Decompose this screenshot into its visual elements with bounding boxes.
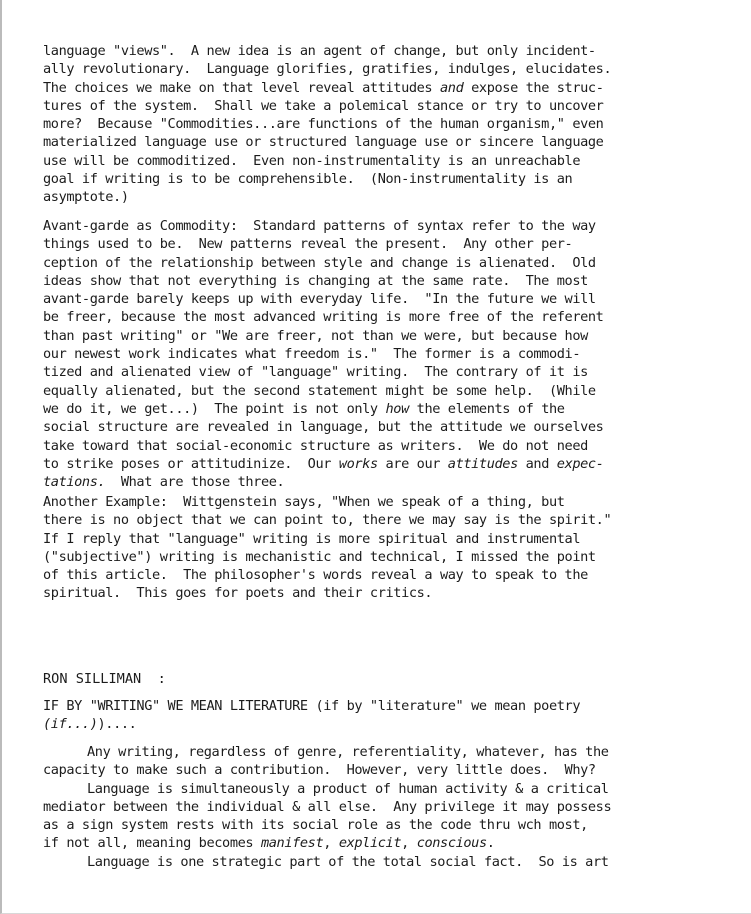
text-line [43, 548, 743, 566]
text-line [43, 834, 743, 852]
text-run: of this article. The philosopher's words reveal a way to speak to the [43, 567, 588, 584]
text-run: spiritual. This goes for poets and their critics. [43, 585, 433, 602]
text-run: Language is simultaneously a product of human activity & a critical [87, 780, 609, 797]
text-run: ("subjective") writing is mechanistic and technical, I missed the point [43, 548, 596, 565]
essay-title [43, 697, 743, 734]
text-line [43, 418, 743, 436]
text-run: IF BY "WRITING" WE MEAN LITERATURE (if by "literature" we mean poetry [43, 698, 581, 714]
text-line [43, 308, 743, 326]
text-line [43, 511, 743, 529]
text-run: If I reply that "language" writing is more spiritual and instrumental [43, 530, 581, 547]
text-run: be freer, because the most advanced writing is more free of the referent [43, 309, 604, 326]
text-line [43, 853, 743, 871]
text-run: What are those three. [105, 474, 285, 491]
text-line [43, 217, 743, 235]
text-run: avant-garde barely keeps up with everyday life. "In the future we will [43, 291, 596, 308]
text-line [43, 345, 743, 363]
paragraph-avant-garde-as-commodity [43, 217, 743, 491]
text-run: there is no object that we can point to, there we may say is the spirit." [43, 512, 612, 529]
italic-text: attitudes [447, 455, 518, 472]
text-line [43, 60, 743, 78]
text-run: materialized language use or structured language use or sincere language [43, 134, 604, 151]
italic-text: conscious [416, 835, 487, 852]
text-line [43, 816, 743, 834]
text-run: Another Example: Wittgenstein says, "When we speak of a thing, but [43, 494, 565, 510]
text-line [43, 272, 743, 290]
italic-text: manifest [260, 835, 324, 852]
text-line [43, 290, 743, 308]
italic-text: explicit [338, 835, 402, 852]
italic-text: and [440, 79, 464, 96]
text-run: . [486, 835, 495, 852]
text-line [43, 761, 743, 779]
text-line [43, 235, 743, 253]
text-line [43, 455, 743, 473]
text-run: Language is one strategic part of the total social fact. So is art [87, 853, 609, 870]
text-run: and [517, 455, 557, 472]
text-run: equally alienated, but the second statement might be some help. (While [43, 382, 596, 399]
text-run: expose the struc- [463, 79, 604, 96]
text-line [43, 152, 743, 170]
text-line [43, 254, 743, 272]
text-run: our newest work indicates what freedom is." The former is a commodi- [43, 346, 581, 363]
text-run: asymptote.) [43, 189, 129, 206]
text-line [43, 42, 743, 60]
text-run: tures of the system. Shall we take a polemical stance or try to uncover [43, 97, 604, 114]
text-run: ception of the relationship between style and change is alienated. Old [43, 254, 596, 271]
text-run: , [401, 835, 417, 852]
paragraph-language-views [43, 42, 743, 207]
text-line [43, 743, 743, 761]
text-run: ).... [97, 716, 137, 733]
text-line [43, 79, 743, 97]
italic-text: how [385, 400, 409, 417]
text-line [43, 188, 743, 206]
text-line [43, 697, 743, 715]
text-run: The choices we make on that level reveal attitudes [43, 79, 440, 96]
text-line [43, 170, 743, 188]
text-run: mediator between the individual & all else. Any privilege it may possess [43, 798, 612, 815]
text-line [43, 115, 743, 133]
text-line [43, 493, 743, 511]
text-run: we do it, we get...) The point is not only [43, 400, 386, 417]
text-run: if not all, meaning becomes [43, 835, 261, 852]
text-run: things used to be. New patterns reveal the present. Any other per- [43, 236, 573, 253]
text-line [43, 327, 743, 345]
text-run: language "views". A new idea is an agent of change, but only incident- [43, 43, 596, 59]
italic-text: tations. [43, 474, 106, 491]
italic-text: (if...) [43, 716, 98, 733]
text-run: tized and alienated view of "language" writing. The contrary of it is [43, 364, 588, 381]
text-line [43, 530, 743, 548]
text-run: take toward that social-economic structure as writers. We do not need [43, 437, 588, 454]
italic-text: expec- [556, 455, 604, 472]
text-run: goal if writing is to be comprehensible. (Non-instrumentality is an [43, 171, 573, 188]
text-run: ally revolutionary. Language glorifies, gratifies, indulges, elucidates. [43, 61, 612, 78]
text-line [43, 715, 743, 733]
text-run: use will be commoditized. Even non-instrumentality is an unreachable [43, 152, 581, 169]
text-line [43, 780, 743, 798]
text-run: are our [377, 455, 448, 472]
text-run: Avant-garde as Commodity: Standard patterns of syntax refer to the way [43, 218, 596, 234]
text-run: social structure are revealed in language, but the attitude we ourselves [43, 419, 604, 436]
text-line [43, 133, 743, 151]
text-run: ideas show that not everything is changing at the same rate. The most [43, 272, 588, 289]
text-line [43, 382, 743, 400]
text-line [43, 437, 743, 455]
italic-text: works [338, 455, 378, 472]
text-line [43, 473, 743, 491]
text-run: than past writing" or "We are freer, not than we were, but because how [43, 327, 588, 344]
text-run: Any writing, regardless of genre, referentiality, whatever, has the [87, 744, 609, 760]
text-line [43, 798, 743, 816]
text-run: the elements of the [408, 400, 565, 417]
text-run: to strike poses or attitudinize. Our [43, 455, 339, 472]
paragraph-another-example [43, 493, 743, 603]
text-run: , [323, 835, 339, 852]
text-run: as a sign system rests with its social role as the code thru wch most, [43, 817, 588, 834]
text-line [43, 566, 743, 584]
text-line [43, 97, 743, 115]
text-line [43, 400, 743, 418]
text-line [43, 363, 743, 381]
author-heading-text: RON SILLIMAN : [43, 671, 166, 687]
text-run: more? Because "Commodities...are functions of the human organism," even [43, 116, 604, 133]
essay-body [43, 743, 743, 871]
text-line [43, 584, 743, 602]
text-run: capacity to make such a contribution. However, very little does. Why? [43, 762, 596, 779]
author-heading [43, 670, 743, 688]
